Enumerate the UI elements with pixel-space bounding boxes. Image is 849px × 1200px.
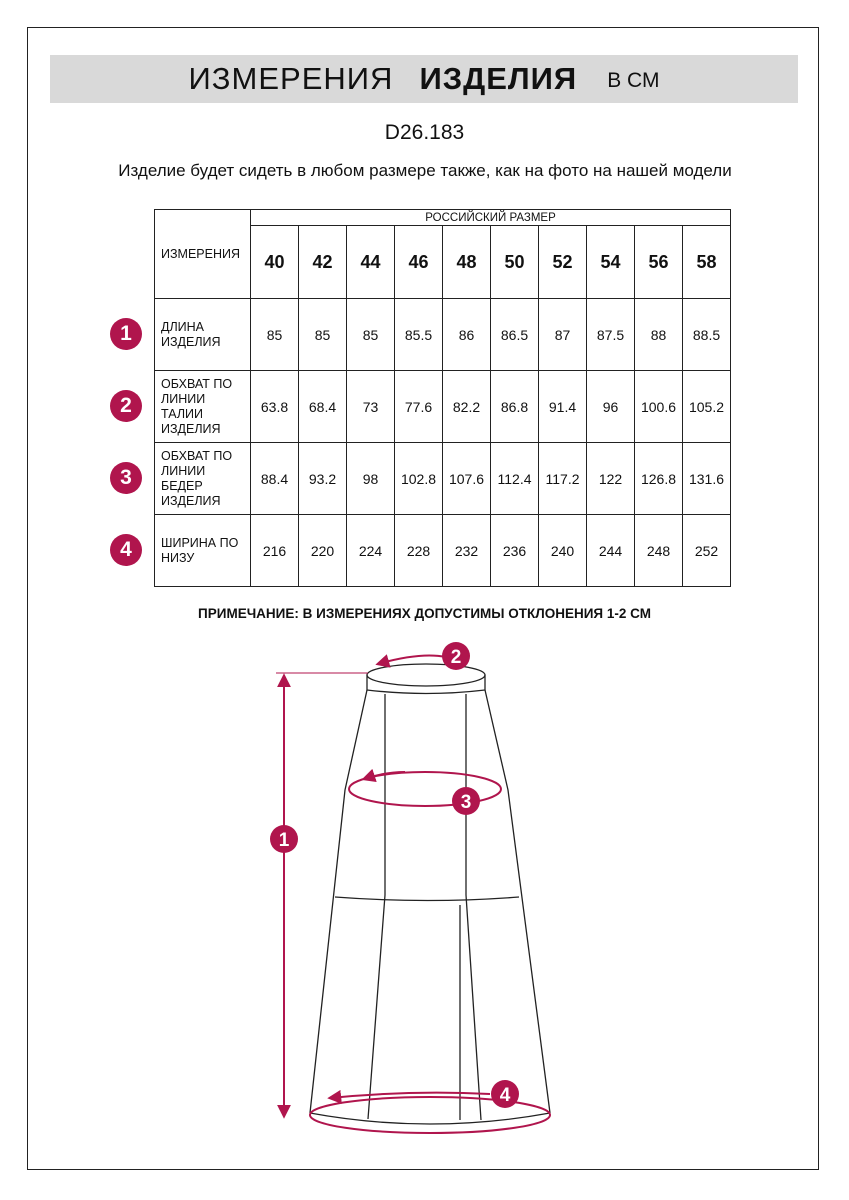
row-number-badge: 4	[110, 534, 142, 566]
value-cell: 112.4	[491, 443, 539, 515]
value-cell: 126.8	[635, 443, 683, 515]
diagram-badge-3	[452, 787, 480, 815]
value-cell: 86	[443, 299, 491, 371]
size-cell: 52	[539, 226, 587, 299]
row-label-length: ДЛИНА ИЗДЕЛИЯ	[155, 299, 251, 371]
diagram-badge-1	[270, 825, 298, 853]
value-cell: 77.6	[395, 371, 443, 443]
value-cell: 117.2	[539, 443, 587, 515]
value-cell: 63.8	[251, 371, 299, 443]
value-cell: 85	[299, 299, 347, 371]
waistband-top	[367, 664, 485, 686]
length-marker	[276, 673, 368, 1116]
row-number-badge: 3	[110, 462, 142, 494]
value-cell: 240	[539, 515, 587, 587]
value-cell: 236	[491, 515, 539, 587]
value-cell: 105.2	[683, 371, 731, 443]
value-cell: 244	[587, 515, 635, 587]
right-side-seam	[485, 690, 550, 1113]
value-cell: 107.6	[443, 443, 491, 515]
value-cell: 87.5	[587, 299, 635, 371]
value-cell: 85.5	[395, 299, 443, 371]
row-label-hips: ОБХВАТ ПО ЛИНИИ БЕДЕР ИЗДЕЛИЯ	[155, 443, 251, 515]
value-cell: 220	[299, 515, 347, 587]
value-cell: 224	[347, 515, 395, 587]
size-cell: 58	[683, 226, 731, 299]
svg-text:3: 3	[460, 792, 472, 813]
row-label-waist: ОБХВАТ ПО ЛИНИИ ТАЛИИ ИЗДЕЛИЯ	[155, 371, 251, 443]
row-number-badge: 1	[110, 318, 142, 350]
size-cell: 48	[443, 226, 491, 299]
title-measurements: ИЗМЕРЕНИЯ	[188, 61, 394, 96]
fit-note: Изделие будет сидеть в любом размере также, как на фото на нашей модели	[118, 161, 732, 180]
value-cell: 88	[635, 299, 683, 371]
value-cell: 232	[443, 515, 491, 587]
value-cell: 102.8	[395, 443, 443, 515]
row-number-badge: 2	[110, 390, 142, 422]
diagram-badge-2	[442, 642, 470, 670]
value-cell: 96	[587, 371, 635, 443]
size-cell: 54	[587, 226, 635, 299]
size-cell: 56	[635, 226, 683, 299]
left-side-seam	[310, 690, 367, 1113]
value-cell: 91.4	[539, 371, 587, 443]
svg-text:2: 2	[450, 647, 462, 668]
value-cell: 68.4	[299, 371, 347, 443]
waistband	[367, 675, 485, 694]
front-panel-seam-right	[466, 694, 481, 1120]
skirt-outline	[310, 664, 550, 1124]
article-code: D26.183	[384, 121, 465, 144]
value-cell: 85	[251, 299, 299, 371]
value-cell: 131.6	[683, 443, 731, 515]
size-cell: 50	[491, 226, 539, 299]
value-cell: 73	[347, 371, 395, 443]
tolerance-note: ПРИМЕЧАНИЕ: В ИЗМЕРЕНИЯХ ДОПУСТИМЫ ОТКЛОНЕНИЯ 1-2 СМ	[198, 606, 651, 621]
value-cell: 88.5	[683, 299, 731, 371]
russian-size-header: РОССИЙСКИЙ РАЗМЕР	[251, 210, 731, 226]
front-panel-seam-left	[368, 694, 385, 1119]
svg-text:1: 1	[278, 830, 290, 851]
value-cell: 98	[347, 443, 395, 515]
size-cell: 46	[395, 226, 443, 299]
title-product: ИЗДЕЛИЯ	[419, 61, 578, 96]
value-cell: 216	[251, 515, 299, 587]
hem-line	[310, 1113, 550, 1124]
title-unit: В СМ	[607, 69, 660, 92]
value-cell: 86.5	[491, 299, 539, 371]
value-cell: 100.6	[635, 371, 683, 443]
value-cell: 85	[347, 299, 395, 371]
svg-text:4: 4	[499, 1085, 511, 1106]
measurements-header: ИЗМЕРЕНИЯ	[155, 210, 251, 299]
value-cell: 228	[395, 515, 443, 587]
value-cell: 93.2	[299, 443, 347, 515]
value-cell: 88.4	[251, 443, 299, 515]
size-cell: 42	[299, 226, 347, 299]
waist-marker	[378, 656, 446, 664]
value-cell: 252	[683, 515, 731, 587]
value-cell: 87	[539, 299, 587, 371]
diagram-badge-4	[491, 1080, 519, 1108]
tier-seam	[335, 897, 519, 901]
value-cell: 82.2	[443, 371, 491, 443]
size-cell: 40	[251, 226, 299, 299]
row-label-hem-width: ШИРИНА ПО НИЗУ	[155, 515, 251, 587]
value-cell: 86.8	[491, 371, 539, 443]
value-cell: 122	[587, 443, 635, 515]
value-cell: 248	[635, 515, 683, 587]
size-cell: 44	[347, 226, 395, 299]
